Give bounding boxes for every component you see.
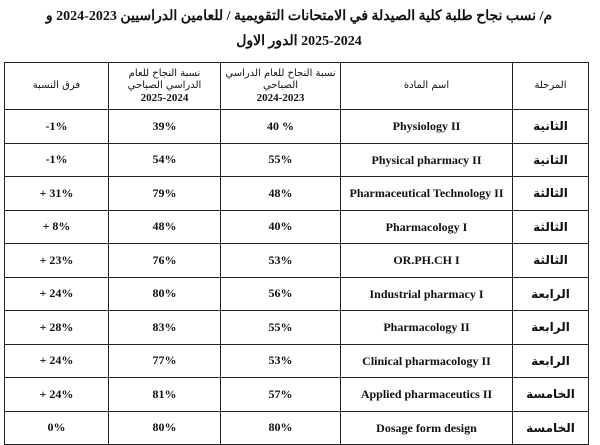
title-line-2: 2025-2024 الدور الاول [236,34,362,49]
diff-cell: + 24% [5,378,109,412]
diff-cell: + 8% [5,210,109,244]
pct-2025-cell: 83% [109,311,221,345]
diff-cell: -1% [5,110,109,144]
header-row [5,63,589,110]
header-pct-2024-year: 2024-2023 [256,92,305,104]
table-row [5,244,589,278]
pct-2025-cell: 39% [109,110,221,144]
pct-2025-cell: 81% [109,378,221,412]
diff-cell: + 31% [5,177,109,211]
diff-cell: -1% [5,143,109,177]
pct-2025-cell: 80% [109,277,221,311]
pct-2024-cell: 53% [221,344,341,378]
table-row [5,411,589,445]
subject-cell: Applied pharmaceutics II [341,378,513,412]
stage-cell: الرابعة [513,344,589,378]
header-pct-2024 [221,63,341,110]
document-title [6,6,592,53]
header-pct-2025-label: نسبة النجاح للعام الدراسي الصباحي [127,68,202,91]
diff-cell: + 28% [5,311,109,345]
header-stage: المرحلة [513,63,589,110]
header-pct-2025 [109,63,221,110]
pct-2024-cell: 53% [221,244,341,278]
pct-2024-cell: 55% [221,311,341,345]
title-line-1: م/ نسب نجاح طلبة كلية الصيدلة في الامتحانات التقويمية / للعامين الدراسيين 2023-2024 و [45,9,553,24]
pct-2024-cell: 40 % [221,110,341,144]
subject-cell: Industrial pharmacy I [341,277,513,311]
table-row [5,311,589,345]
pass-rates-table [4,62,589,445]
header-pct-2024-label: نسبة النجاح للعام الدراسي الصباحي [225,68,336,91]
header-diff: فرق النسبة [5,63,109,110]
diff-cell: + 24% [5,344,109,378]
diff-cell: 0% [5,411,109,445]
diff-cell: + 24% [5,277,109,311]
pct-2025-cell: 77% [109,344,221,378]
subject-cell: Dosage form design [341,411,513,445]
subject-cell: Pharmacology II [341,311,513,345]
pct-2025-cell: 76% [109,244,221,278]
pct-2024-cell: 80% [221,411,341,445]
pct-2025-cell: 48% [109,210,221,244]
table-row [5,378,589,412]
table-row [5,277,589,311]
subject-cell: Physiology II [341,110,513,144]
pct-2024-cell: 56% [221,277,341,311]
pct-2024-cell: 40% [221,210,341,244]
pct-2024-cell: 57% [221,378,341,412]
subject-cell: Clinical pharmacology II [341,344,513,378]
stage-cell: الثالثة [513,177,589,211]
stage-cell: الخامسة [513,411,589,445]
stage-cell: الثالثة [513,210,589,244]
pct-2025-cell: 80% [109,411,221,445]
stage-cell: الثانية [513,143,589,177]
table-row [5,110,589,144]
header-pct-2025-year: 2025-2024 [140,92,189,104]
subject-cell: Pharmacology I [341,210,513,244]
header-subject: اسم المادة [341,63,513,110]
pct-2025-cell: 54% [109,143,221,177]
pct-2024-cell: 55% [221,143,341,177]
stage-cell: الرابعة [513,311,589,345]
stage-cell: الخامسة [513,378,589,412]
pct-2024-cell: 48% [221,177,341,211]
stage-cell: الثانية [513,110,589,144]
subject-cell: Pharmaceutical Technology II [341,177,513,211]
stage-cell: الثالثة [513,244,589,278]
table-row [5,143,589,177]
diff-cell: + 23% [5,244,109,278]
table-row [5,344,589,378]
table-row [5,210,589,244]
pct-2025-cell: 79% [109,177,221,211]
table-row [5,177,589,211]
subject-cell: Physical pharmacy II [341,143,513,177]
subject-cell: OR.PH.CH I [341,244,513,278]
stage-cell: الرابعة [513,277,589,311]
